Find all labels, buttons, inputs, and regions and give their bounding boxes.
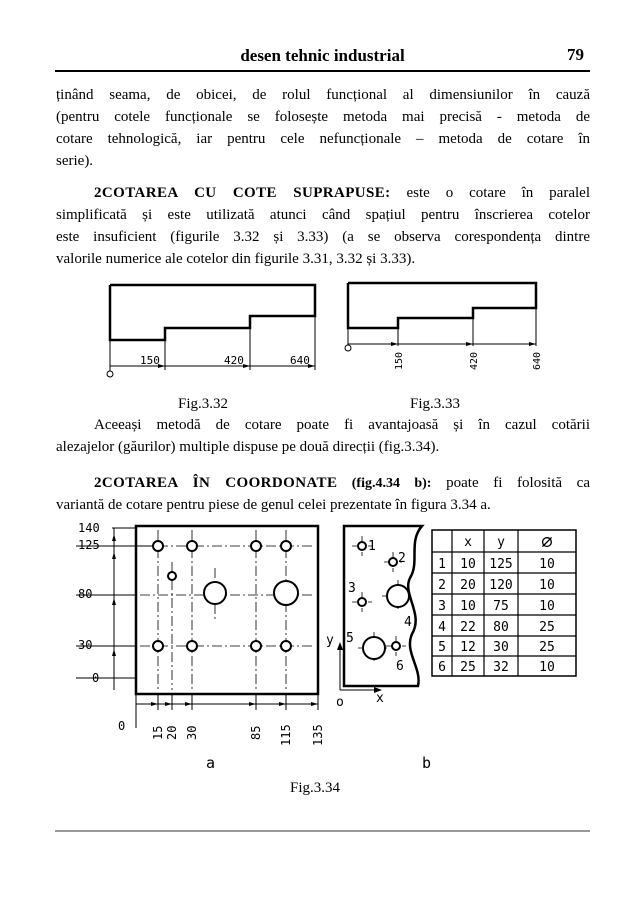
hole	[363, 637, 385, 659]
page-number: 79	[567, 45, 584, 64]
arrow-mark	[165, 702, 172, 706]
axis-label: y	[326, 633, 334, 648]
y-axis-arrow	[337, 642, 343, 650]
hole	[204, 582, 226, 604]
dim-label: 0	[118, 719, 126, 733]
coordinates-table	[432, 530, 576, 676]
figure-caption: Fig.3.32	[178, 396, 229, 412]
section-heading: 2COTAREA CU COTE SUPRAPUSE:	[94, 185, 391, 201]
dim-label: 135	[311, 724, 325, 746]
origin-marker	[345, 345, 351, 351]
arrow-mark	[185, 702, 192, 706]
page-header	[55, 44, 590, 70]
arrow-mark	[243, 364, 250, 368]
table-cell: 32	[493, 660, 509, 675]
text-line: ținând seama, de obicei, de rolul funcțional al dimensiunilor în cauză	[56, 87, 590, 103]
hole-label: 1	[368, 539, 376, 554]
text-span: poate fi folosită ca	[431, 475, 590, 491]
paragraph-2	[56, 182, 590, 270]
origin-marker	[107, 371, 113, 377]
arrow-mark	[279, 702, 286, 706]
dim-label: 420	[469, 351, 480, 370]
dim-label: 640	[532, 351, 543, 370]
arrow-mark	[112, 534, 116, 541]
hole	[187, 641, 197, 651]
hole	[387, 585, 409, 607]
hole	[274, 581, 298, 605]
text-line: cotare tehnologică, iar pentru cele nefuncționale – metoda de cotare în	[56, 131, 590, 147]
figure-reference: (fig.4.34 b):	[337, 476, 432, 491]
hole	[281, 641, 291, 651]
hole	[251, 641, 261, 651]
dim-label: 150	[394, 351, 405, 370]
figure-3-33	[338, 278, 548, 378]
dim-label: 30	[78, 638, 93, 652]
table-cell: 25	[539, 640, 555, 655]
figure-caption: Fig.3.34	[290, 780, 341, 796]
text-line: simplificată și este utilizată atunci când spațiul pentru înscrierea cotelor	[56, 207, 590, 223]
figure-caption: Fig.3.33	[410, 396, 461, 412]
table-cell: 10	[460, 599, 476, 614]
table-cell: 6	[438, 660, 446, 675]
axis-label: x	[376, 691, 384, 706]
hole	[389, 558, 397, 566]
table-cell: 75	[493, 599, 509, 614]
table-cell: 10	[539, 599, 555, 614]
hole	[168, 572, 176, 580]
arrow-mark	[151, 702, 158, 706]
dim-label: 420	[224, 354, 244, 367]
dim-label: 80	[78, 587, 93, 601]
hole-label: 5	[346, 631, 354, 646]
dim-label: 30	[185, 725, 199, 740]
hole	[153, 541, 163, 551]
hole	[281, 541, 291, 551]
table-cell: 22	[460, 620, 476, 635]
table-cell: 10	[539, 578, 555, 593]
hole	[358, 542, 366, 550]
table-cell: 30	[493, 640, 509, 655]
table-cell: 3	[438, 599, 446, 614]
dim-label: 140	[78, 521, 100, 535]
table-header: ∅	[541, 531, 553, 553]
header-rule	[55, 70, 590, 72]
section-heading: 2COTAREA ÎN COORDONATE	[94, 475, 338, 491]
table-cell: 10	[539, 660, 555, 675]
text-line: este insuficient (figurile 3.32 și 3.33) (a se observa corespondența dintre	[56, 229, 590, 245]
table-cell: 1	[438, 557, 446, 572]
table-cell: 10	[460, 557, 476, 572]
text-span: este o cotare în paralel	[390, 185, 590, 201]
paragraph-4	[56, 472, 590, 516]
arrow-mark	[112, 552, 116, 559]
table-cell: 20	[460, 578, 476, 593]
text-line: (pentru cotele funcționale se folosește metoda mai precisă - metoda de	[56, 109, 590, 125]
table-header: y	[497, 535, 505, 550]
text-line: variantă de cotare pentru piese de genul celei prezentate în figura 3.34 a.	[56, 497, 491, 513]
figure-label: b	[422, 754, 432, 770]
arrow-mark	[391, 342, 398, 346]
table-cell: 12	[460, 640, 476, 655]
part-outline	[110, 285, 315, 340]
table-cell: 120	[489, 578, 513, 593]
dim-label: 125	[78, 538, 100, 552]
table-cell: 25	[539, 620, 555, 635]
hole-label: 6	[396, 659, 404, 674]
dim-label: 85	[249, 725, 263, 740]
dim-label: 150	[140, 354, 160, 367]
header-title: desen tehnic industrial	[240, 46, 405, 65]
arrow-mark	[529, 342, 536, 346]
dim-label: 640	[290, 354, 310, 367]
arrow-mark	[311, 702, 318, 706]
text-line: alezajelor (găurilor) multiple dispuse pe două direcții (fig.3.34).	[56, 439, 440, 455]
table-cell: 2	[438, 578, 446, 593]
figure-3-34b	[318, 518, 578, 770]
table-cell: 10	[539, 557, 555, 572]
table-cell: 5	[438, 640, 446, 655]
table-cell: 125	[489, 557, 513, 572]
hole-label: 4	[404, 615, 412, 630]
part-outline	[348, 283, 536, 328]
paragraph-3	[56, 414, 590, 458]
arrow-mark	[112, 649, 116, 656]
arrow-mark	[466, 342, 473, 346]
text-line: valorile numerice ale cotelor din figurile 3.31, 3.32 și 3.33).	[56, 251, 416, 267]
figure-3-32	[100, 278, 325, 383]
hole	[358, 598, 366, 606]
arrow-mark	[112, 598, 116, 605]
footer-rule	[55, 830, 590, 832]
dim-label: 115	[279, 724, 293, 746]
paragraph-1	[56, 84, 590, 172]
figure-3-34a	[70, 518, 332, 770]
text-line: Aceeași metodă de cotare poate fi avantajoasă și în cazul cotării	[94, 417, 590, 433]
text-line	[56, 182, 590, 204]
text-line	[56, 472, 590, 494]
table-cell: 4	[438, 620, 446, 635]
dim-label: 0	[92, 671, 100, 685]
dim-label: 20	[165, 725, 179, 740]
plate-outline	[136, 526, 318, 694]
origin-label: o	[336, 695, 344, 710]
hole	[187, 541, 197, 551]
arrow-mark	[249, 702, 256, 706]
hole	[153, 641, 163, 651]
hole	[251, 541, 261, 551]
table-header: x	[464, 535, 472, 550]
hole	[392, 642, 400, 650]
hole-label: 2	[398, 551, 406, 566]
hole-label: 3	[348, 581, 356, 596]
text-line: serie).	[56, 153, 94, 169]
table-cell: 25	[460, 660, 476, 675]
part-outline	[344, 526, 422, 686]
dim-label: 15	[151, 725, 165, 740]
figure-label: a	[206, 754, 216, 770]
table-cell: 80	[493, 620, 509, 635]
